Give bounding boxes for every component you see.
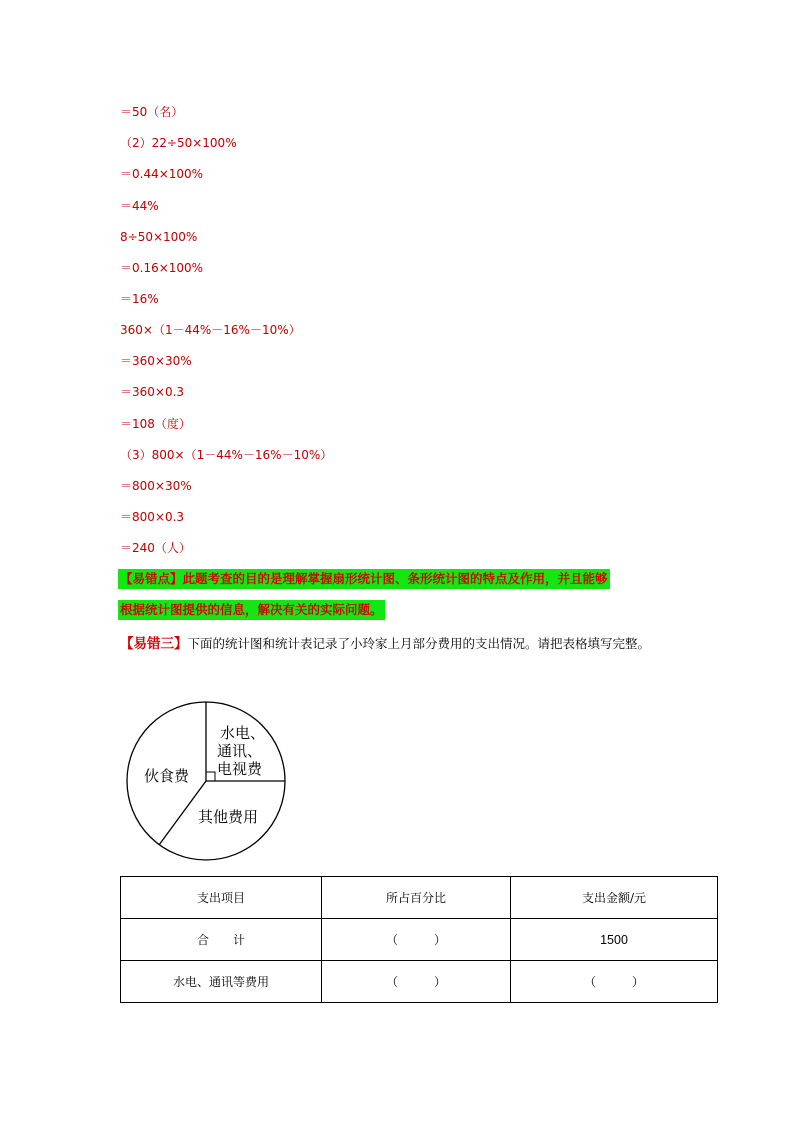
table-row xyxy=(121,919,718,961)
solution-line: ＝0.44×100% xyxy=(120,167,204,181)
solution-line: （2）22÷50×100% xyxy=(120,136,237,150)
solution-line: 8÷50×100% xyxy=(120,230,198,244)
table-header-row xyxy=(121,877,718,919)
problem-tag: 【易错三】 xyxy=(120,636,188,652)
cell-percent-blank: （ ） xyxy=(322,961,511,1003)
expense-pie-chart xyxy=(120,700,290,870)
solution-line: ＝800×0.3 xyxy=(120,510,185,524)
cell-percent-blank: （ ） xyxy=(322,919,511,961)
problem-text: 下面的统计图和统计表记录了小玲家上月部分费用的支出情况。请把表格填写完整。 xyxy=(187,636,651,651)
solution-line: ＝50（名） xyxy=(120,105,184,119)
solution-line: ＝240（人） xyxy=(120,541,191,555)
pie-label-food: 伙食费 xyxy=(144,767,190,785)
header-item: 支出项目 xyxy=(121,877,322,919)
pitfall-note-line1: 【易错点】此题考查的目的是理解掌握扇形统计图、条形统计图的特点及作用，并且能够 xyxy=(118,569,610,589)
solution-line: ＝16% xyxy=(120,292,159,306)
solution-line: （3）800×（1－44%－16%－10%） xyxy=(120,448,333,462)
solution-line: ＝0.16×100% xyxy=(120,261,204,275)
solution-line: ＝108（度） xyxy=(120,417,191,431)
header-amount: 支出金额/元 xyxy=(511,877,718,919)
pie-label-water-3: 电视费 xyxy=(217,760,263,778)
pitfall-note-line2: 根据统计图提供的信息，解决有关的实际问题。 xyxy=(118,600,385,620)
solution-line: ＝800×30% xyxy=(120,479,192,493)
expense-table xyxy=(120,876,718,1003)
pie-label-other: 其他费用 xyxy=(198,808,259,826)
cell-item: 水电、通讯等费用 xyxy=(121,961,322,1003)
cell-item: 合 计 xyxy=(121,919,322,961)
pie-label-water-2: 通讯、 xyxy=(217,742,263,760)
solution-line: ＝360×0.3 xyxy=(120,385,185,399)
solution-line: ＝360×30% xyxy=(120,354,192,368)
header-percent: 所占百分比 xyxy=(322,877,511,919)
problem-statement xyxy=(120,630,680,658)
pie-label-water-1: 水电、 xyxy=(220,724,266,742)
table-row xyxy=(121,961,718,1003)
cell-amount-blank: （ ） xyxy=(511,961,718,1003)
cell-amount: 1500 xyxy=(511,919,718,961)
solution-line: ＝44% xyxy=(120,199,159,213)
solution-line: 360×（1－44%－16%－10%） xyxy=(120,323,301,337)
